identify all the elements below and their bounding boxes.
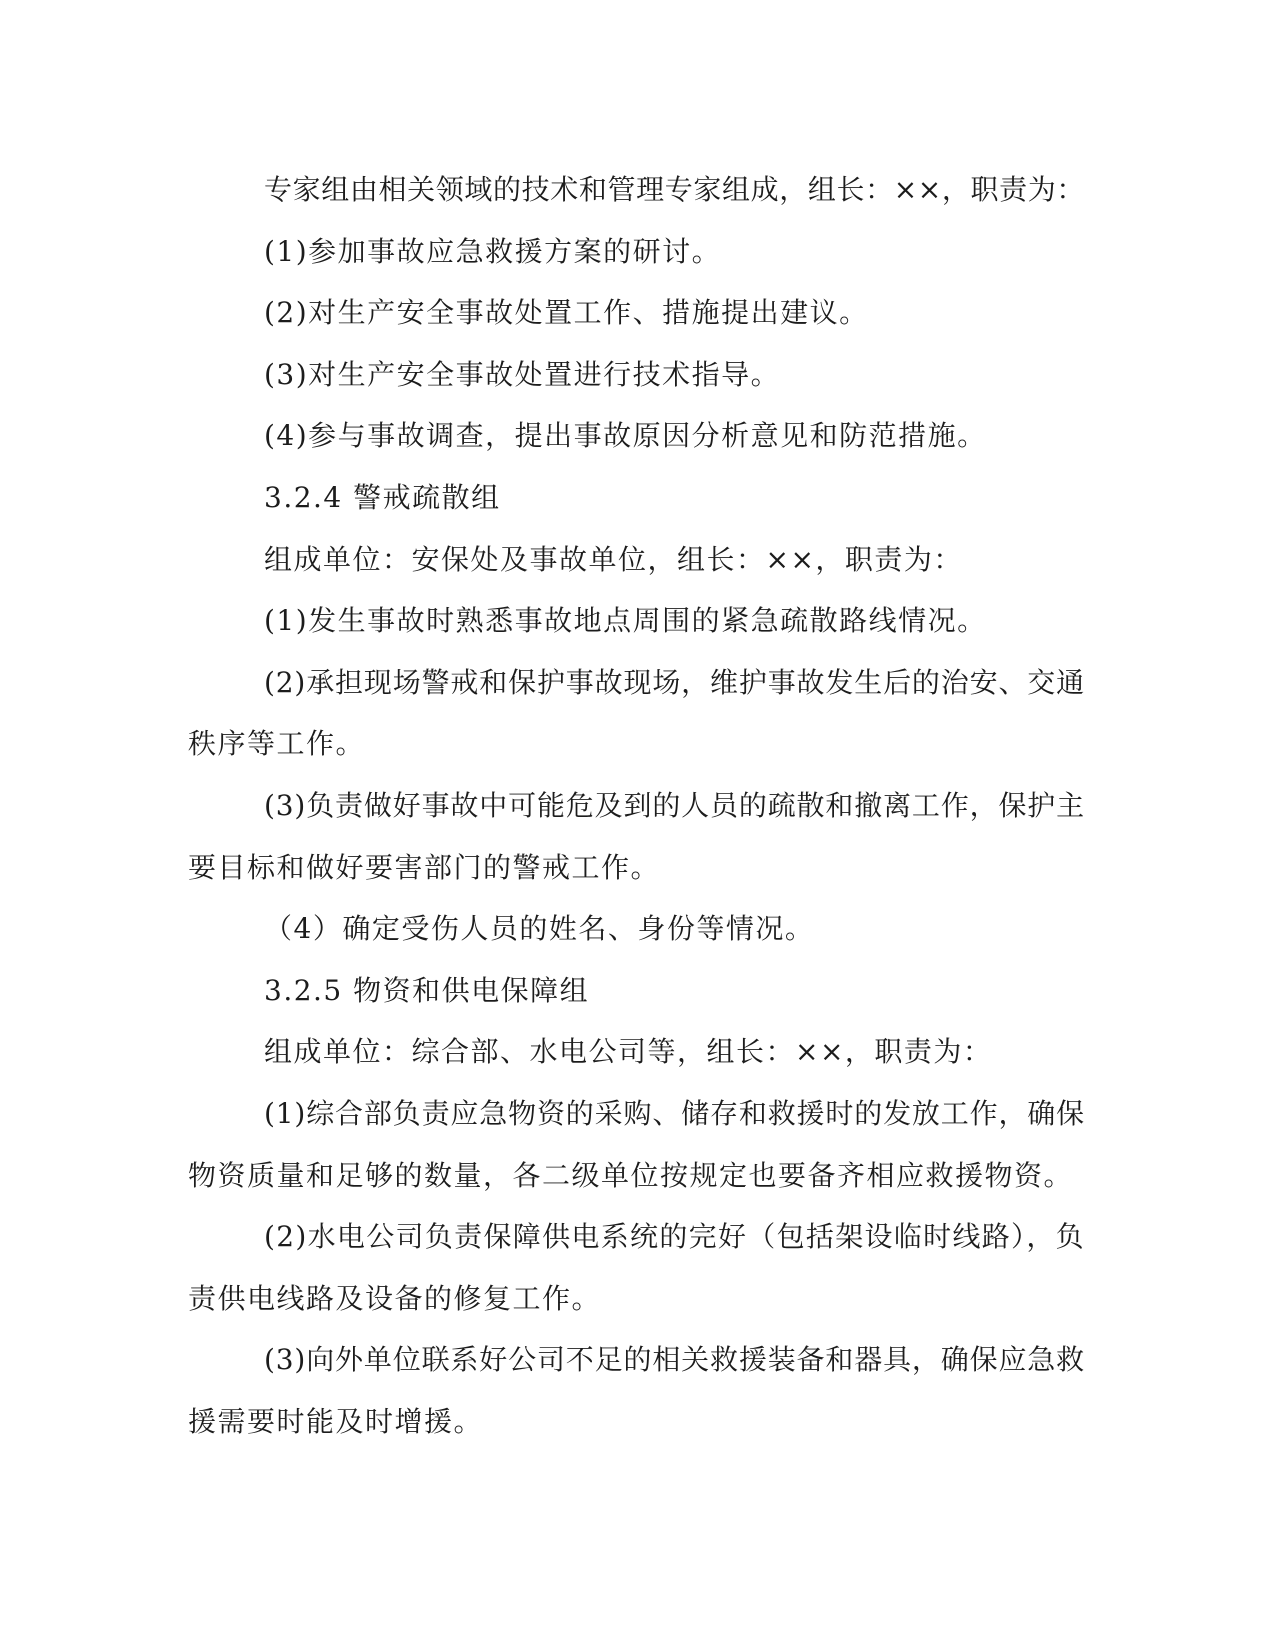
text-line-content: (2)对生产安全事故处置工作、措施提出建议。 bbox=[264, 296, 869, 329]
text-line bbox=[188, 344, 1161, 406]
text-line-content: (3)负责做好事故中可能危及到的人员的疏散和撤离工作，保护主 bbox=[264, 789, 1085, 822]
text-line-content: (3)向外单位联系好公司不足的相关救援装备和器具，确保应急救 bbox=[264, 1343, 1085, 1376]
text-line bbox=[188, 960, 1161, 1022]
text-line-content: 组成单位：安保处及事故单位，组长：××，职责为： bbox=[264, 543, 963, 576]
text-line bbox=[188, 898, 1161, 960]
text-line-content: 援需要时能及时增援。 bbox=[188, 1405, 484, 1438]
text-line bbox=[188, 590, 1161, 652]
text-line bbox=[188, 652, 1161, 714]
text-line bbox=[188, 1329, 1161, 1391]
text-line bbox=[188, 837, 1085, 899]
text-line-content: 专家组由相关领域的技术和管理专家组成，组长：××，职责为： bbox=[264, 173, 1085, 206]
text-line-content: (3)对生产安全事故处置进行技术指导。 bbox=[264, 358, 781, 391]
text-line-content: 组成单位：综合部、水电公司等，组长：××，职责为： bbox=[264, 1035, 993, 1068]
text-line bbox=[188, 467, 1161, 529]
text-line-content: (1)综合部负责应急物资的采购、储存和救援时的发放工作，确保 bbox=[264, 1097, 1085, 1130]
text-line bbox=[188, 1268, 1085, 1330]
text-line-content: 责供电线路及设备的修复工作。 bbox=[188, 1282, 602, 1315]
text-line-content: (1)发生事故时熟悉事故地点周围的紧急疏散路线情况。 bbox=[264, 604, 987, 637]
text-line bbox=[188, 405, 1161, 467]
text-line-content: 秩序等工作。 bbox=[188, 727, 366, 760]
text-line bbox=[188, 529, 1161, 591]
text-line bbox=[188, 1145, 1085, 1207]
text-line bbox=[188, 159, 1161, 221]
text-line bbox=[188, 1021, 1161, 1083]
text-line-content: 3.2.5 物资和供电保障组 bbox=[264, 974, 590, 1007]
text-line bbox=[188, 775, 1161, 837]
text-line bbox=[188, 1391, 1085, 1453]
text-line-content: 3.2.4 警戒疏散组 bbox=[264, 481, 501, 514]
text-line-content: （4）确定受伤人员的姓名、身份等情况。 bbox=[264, 912, 815, 945]
text-line-content: 物资质量和足够的数量，各二级单位按规定也要备齐相应救援物资。 bbox=[188, 1159, 1074, 1192]
text-line bbox=[188, 1206, 1161, 1268]
document-text-block bbox=[188, 0, 1085, 1650]
text-line-content: (2)承担现场警戒和保护事故现场，维护事故发生后的治安、交通 bbox=[264, 666, 1085, 699]
text-line bbox=[188, 1083, 1161, 1145]
text-line bbox=[188, 221, 1161, 283]
text-line-content: 要目标和做好要害部门的警戒工作。 bbox=[188, 851, 661, 884]
text-line-content: (2)水电公司负责保障供电系统的完好（包括架设临时线路），负 bbox=[264, 1220, 1085, 1253]
text-line-content: (4)参与事故调查，提出事故原因分析意见和防范措施。 bbox=[264, 419, 987, 452]
text-line bbox=[188, 713, 1085, 775]
text-line bbox=[188, 282, 1161, 344]
text-line-content: (1)参加事故应急救援方案的研讨。 bbox=[264, 235, 722, 268]
